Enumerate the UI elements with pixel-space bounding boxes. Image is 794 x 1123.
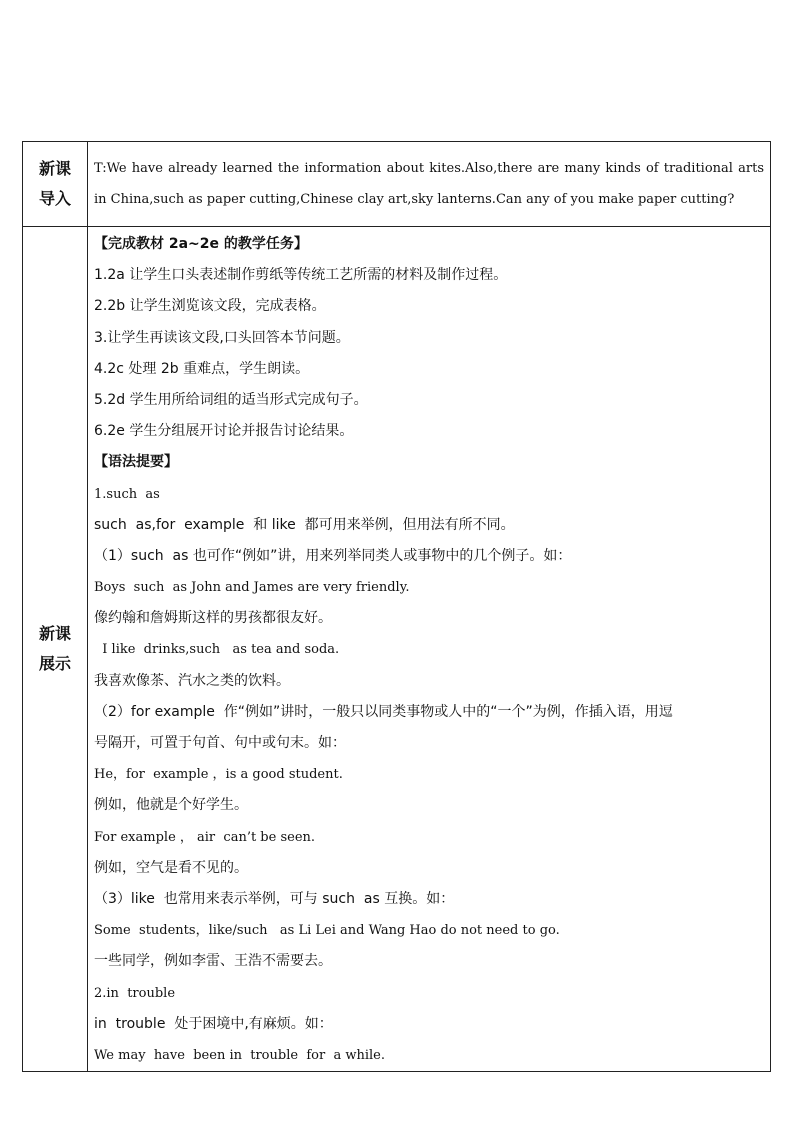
section-heading: 【完成教材 2a~2e 的教学任务】: [94, 236, 308, 252]
intro-label-line1: 新课: [38, 159, 71, 178]
content-line: 6.2e 学生分组展开讨论并报告讨论结果。: [94, 423, 354, 440]
intro-label-cell: [23, 142, 88, 227]
content-line: 例如，他就是个好学生。: [94, 797, 248, 814]
content-line: （1）such as 也可作“例如”讲，用来列举同类人或事物中的几个例子。如：: [94, 547, 572, 564]
content-line: such as,for example 和 like 都可用来举例，但用法有所不同。: [94, 516, 515, 533]
content-line: 3.让学生再读该文段,口头回答本节问题。: [94, 329, 350, 346]
content-line: He，for example ，is a good student.: [94, 767, 343, 783]
content-line: 1.2a 让学生口头表述制作剪纸等传统工艺所需的材料及制作过程。: [94, 267, 508, 284]
content-line: 5.2d 学生用所给词组的适当形式完成句子。: [94, 391, 368, 408]
intro-label-line2: 导入: [38, 189, 71, 208]
content-line: 号隔开，可置于句首、句中或句末。如：: [94, 735, 346, 751]
content-line: （3）like 也常用来表示举例，可与 such as 互换。如：: [94, 890, 455, 907]
content-line: For example ， air can’t be seen.: [94, 829, 316, 845]
content-line: Boys such as John and James are very friendly.: [94, 580, 410, 596]
intro-content-cell: [88, 142, 771, 227]
content-line: I like drinks,such as tea and soda.: [94, 642, 340, 658]
content-line: 例如，空气是看不见的。: [94, 859, 248, 876]
section-heading: 【语法提要】: [94, 454, 178, 471]
content-line: 2.2b 让学生浏览该文段，完成表格。: [94, 298, 326, 315]
display-row: [23, 227, 771, 1072]
display-label-cell: [23, 227, 88, 1072]
content-line: Some students，like/such as Li Lei and Wang Hao do not need to go.: [94, 923, 560, 939]
content-line: 1.such as: [94, 486, 160, 502]
content-line: 2.in trouble: [94, 985, 176, 1001]
display-label-line2: 展示: [38, 654, 71, 674]
content-line: We may have been in trouble for a while.: [94, 1047, 385, 1063]
display-label-line1: 新课: [38, 624, 71, 644]
content-line: 我喜欢像茶、汽水之类的饮料。: [94, 672, 290, 689]
content-line: 4.2c 处理 2b 重难点，学生朗读。: [94, 360, 310, 377]
intro-row: [23, 142, 771, 227]
display-lines: [94, 229, 764, 1071]
display-content-cell: [88, 227, 771, 1072]
content-line: 一些同学，例如李雷、王浩不需要去。: [94, 953, 332, 970]
content-line: 像约翰和詹姆斯这样的男孩都很友好。: [94, 610, 332, 627]
content-line: in trouble 处于困境中,有麻烦。如：: [94, 1015, 333, 1032]
content-line: （2）for example 作“例如”讲时，一般只以同类事物或人中的“一个”为例，作插入语，用逗: [94, 703, 673, 720]
lesson-plan-table: [22, 141, 771, 1072]
intro-text: T:We have already learned the information about kites.Also,there are many kinds of traditional arts in China,such as paper cutting,Chinese clay art,sky lanterns.Can any of you make paper cutting?: [94, 161, 764, 207]
